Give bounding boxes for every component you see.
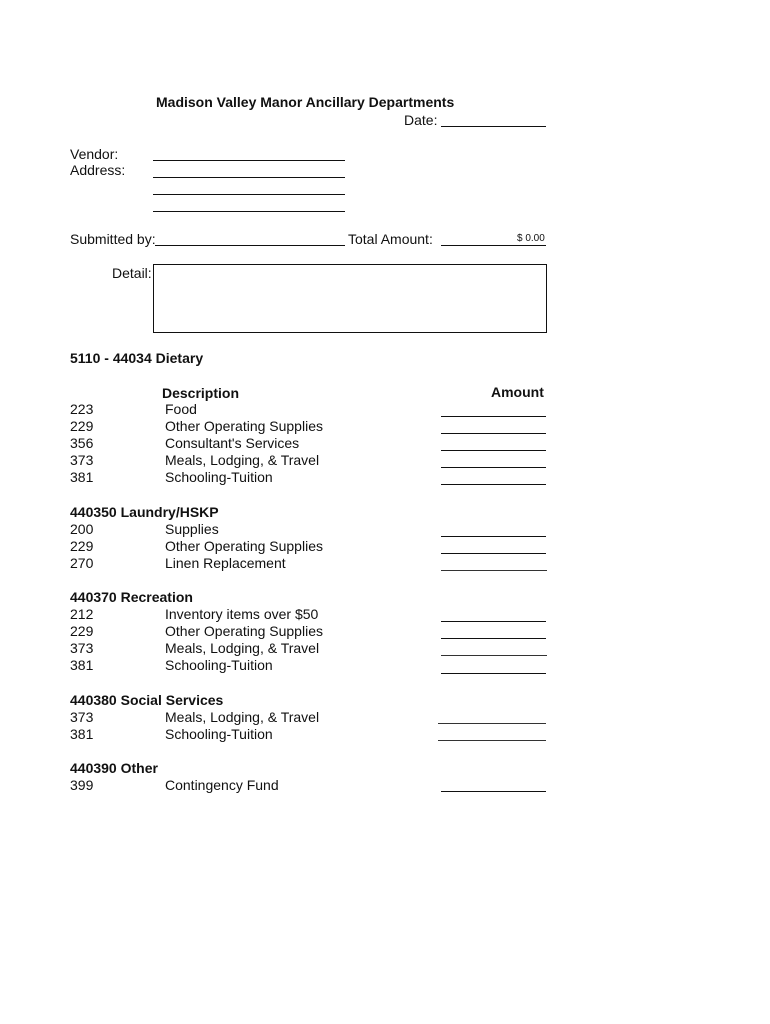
detail-textbox[interactable] <box>153 264 547 333</box>
section-heading: 440380 Social Services <box>70 692 224 708</box>
amount-field[interactable] <box>441 791 546 792</box>
item-description: Meals, Lodging, & Travel <box>165 709 320 725</box>
amount-field[interactable] <box>441 655 547 656</box>
item-description: Other Operating Supplies <box>165 418 323 434</box>
description-column-header: Description <box>162 385 240 401</box>
amount-field[interactable] <box>441 673 546 674</box>
amount-field[interactable] <box>441 638 546 639</box>
item-description: Schooling-Tuition <box>165 726 273 742</box>
item-description: Other Operating Supplies <box>165 623 323 639</box>
total-amount-field[interactable] <box>441 245 546 246</box>
item-code: 356 <box>70 435 94 451</box>
amount-field[interactable] <box>438 740 546 741</box>
submitted-by-label: Submitted by: <box>70 231 156 247</box>
amount-field[interactable] <box>441 467 546 468</box>
item-description: Food <box>165 401 197 417</box>
section-heading: 440350 Laundry/HSKP <box>70 504 219 520</box>
item-code: 373 <box>70 640 94 656</box>
section-heading: 5110 - 44034 Dietary <box>70 350 204 366</box>
amount-field[interactable] <box>441 621 546 622</box>
item-description: Contingency Fund <box>165 777 279 793</box>
date-field[interactable] <box>441 126 546 127</box>
item-code: 373 <box>70 452 94 468</box>
item-code: 229 <box>70 623 94 639</box>
amount-field[interactable] <box>441 553 546 554</box>
submitted-by-field[interactable] <box>155 245 345 246</box>
amount-field[interactable] <box>441 570 547 571</box>
address-label: Address: <box>70 162 126 178</box>
section-heading: 440390 Other <box>70 760 158 776</box>
item-description: Meals, Lodging, & Travel <box>165 640 320 656</box>
form-title: Madison Valley Manor Ancillary Departments <box>156 94 455 110</box>
address-field-line-3[interactable] <box>153 211 345 212</box>
detail-label: Detail: <box>112 265 152 281</box>
item-code: 229 <box>70 418 94 434</box>
item-description: Inventory items over $50 <box>165 606 319 622</box>
item-code: 223 <box>70 401 94 417</box>
item-description: Other Operating Supplies <box>165 538 323 554</box>
item-code: 200 <box>70 521 94 537</box>
vendor-label: Vendor: <box>70 146 119 162</box>
amount-field[interactable] <box>441 484 546 485</box>
item-code: 399 <box>70 777 94 793</box>
item-code: 212 <box>70 606 94 622</box>
item-code: 381 <box>70 657 94 673</box>
amount-field[interactable] <box>438 723 546 724</box>
vendor-field[interactable] <box>153 160 345 161</box>
total-amount-value: $ 0.00 <box>517 233 545 244</box>
item-code: 381 <box>70 469 94 485</box>
item-description: Consultant's Services <box>165 435 300 451</box>
amount-field[interactable] <box>441 450 546 451</box>
item-code: 270 <box>70 555 94 571</box>
amount-field[interactable] <box>441 536 546 537</box>
amount-field[interactable] <box>441 416 546 417</box>
address-field-line-2[interactable] <box>153 194 345 195</box>
amount-column-header: Amount <box>491 384 544 400</box>
item-description: Meals, Lodging, & Travel <box>165 452 320 468</box>
address-field-line-1[interactable] <box>153 177 345 178</box>
item-description: Schooling-Tuition <box>165 469 273 485</box>
item-description: Linen Replacement <box>165 555 286 571</box>
total-amount-label: Total Amount: <box>348 231 433 247</box>
item-description: Supplies <box>165 521 219 537</box>
item-code: 229 <box>70 538 94 554</box>
date-label: Date: <box>404 112 438 128</box>
amount-field[interactable] <box>441 433 546 434</box>
section-heading: 440370 Recreation <box>70 589 193 605</box>
item-description: Schooling-Tuition <box>165 657 273 673</box>
item-code: 373 <box>70 709 94 725</box>
item-code: 381 <box>70 726 94 742</box>
